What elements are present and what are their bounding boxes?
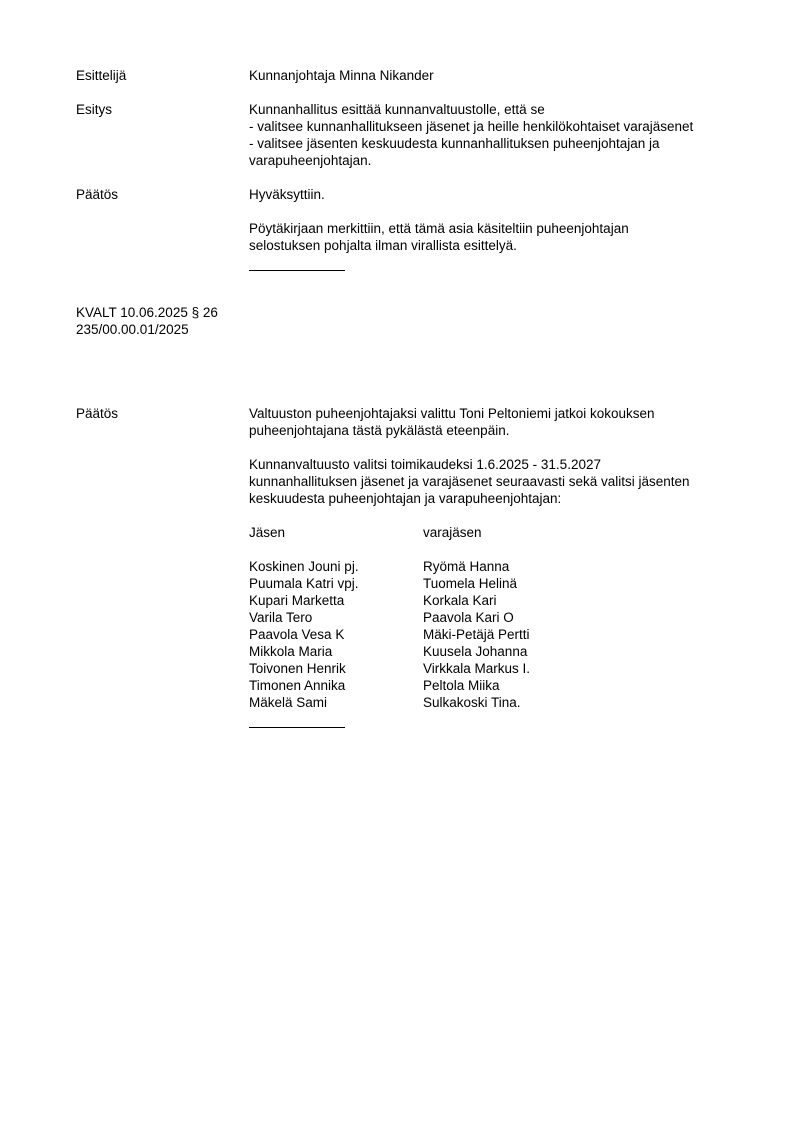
- table-row: [249, 643, 749, 660]
- section-divider: [249, 270, 345, 271]
- proposal-line: Kunnanhallitus esittää kunnanvaltuustolle, että se: [249, 102, 545, 117]
- table-row: [249, 626, 749, 643]
- member-name: Varila Tero: [249, 610, 313, 625]
- section-divider: [249, 727, 345, 728]
- deputy-name: Korkala Kari: [423, 593, 497, 608]
- members-header: [249, 524, 749, 541]
- member-name: Timonen Annika: [249, 678, 346, 693]
- decision-line: keskuudesta puheenjohtajan ja varapuheenjohtajan:: [249, 491, 562, 506]
- deputy-name: Tuomela Helinä: [423, 576, 518, 591]
- presenter-label: Esittelijä: [76, 68, 127, 83]
- decision-label: Päätös: [76, 187, 119, 202]
- chair-line: Valtuuston puheenjohtajaksi valittu Toni Peltoniemi jatkoi kokouksen: [249, 406, 655, 421]
- deputy-name: Sulkakoski Tina.: [423, 695, 521, 710]
- decision-line: Kunnanvaltuusto valitsi toimikaudeksi 1.6.2025 - 31.5.2027: [249, 457, 601, 472]
- proposal-line: varapuheenjohtajan.: [249, 153, 372, 168]
- decision-text: Hyväksyttiin.: [249, 187, 325, 202]
- presenter-value: Kunnanjohtaja Minna Nikander: [249, 68, 434, 83]
- deputy-name: Virkkala Markus I.: [423, 661, 531, 676]
- table-row: [249, 694, 749, 711]
- deputy-name: Mäki-Petäjä Pertti: [423, 627, 530, 642]
- deputy-column-header: varajäsen: [423, 525, 482, 540]
- decision-line: kunnanhallituksen jäsenet ja varajäsenet seuraavasti sekä valitsi jäsenten: [249, 474, 690, 489]
- table-row: [249, 677, 749, 694]
- diary-number: 235/00.00.01/2025: [76, 322, 189, 337]
- member-name: Kupari Marketta: [249, 593, 345, 608]
- deputy-name: Kuusela Johanna: [423, 644, 528, 659]
- table-row: [249, 609, 749, 626]
- chair-line: puheenjohtajana tästä pykälästä eteenpäin.: [249, 423, 510, 438]
- proposal-text: [249, 101, 749, 169]
- table-row: [249, 575, 749, 592]
- minutes-note-line: Pöytäkirjaan merkittiin, että tämä asia käsiteltiin puheenjohtajan: [249, 221, 629, 236]
- proposal-line: - valitsee jäsenten keskuudesta kunnanhallituksen puheenjohtajan ja: [249, 136, 660, 151]
- table-row: [249, 660, 749, 677]
- deputy-name: Ryömä Hanna: [423, 559, 510, 574]
- proposal-label: Esitys: [76, 102, 113, 117]
- members-table: [249, 524, 749, 711]
- decision-label: Päätös: [76, 406, 119, 421]
- member-column-header: Jäsen: [249, 525, 286, 540]
- minutes-note-line: selostuksen pohjalta ilman virallista esittelyä.: [249, 238, 517, 253]
- deputy-name: Peltola Miika: [423, 678, 500, 693]
- meeting-ref: KVALT 10.06.2025 § 26: [76, 305, 218, 320]
- member-name: Koskinen Jouni pj.: [249, 559, 359, 574]
- member-name: Mikkola Maria: [249, 644, 333, 659]
- member-name: Paavola Vesa K: [249, 627, 345, 642]
- meeting-reference: [76, 304, 756, 338]
- proposal-line: - valitsee kunnanhallitukseen jäsenet ja heille henkilökohtaiset varajäsenet: [249, 119, 694, 134]
- member-name: Mäkelä Sami: [249, 695, 328, 710]
- member-name: Toivonen Henrik: [249, 661, 346, 676]
- table-row: [249, 592, 749, 609]
- deputy-name: Paavola Kari O: [423, 610, 514, 625]
- member-name: Puumala Katri vpj.: [249, 576, 359, 591]
- table-row: [249, 558, 749, 575]
